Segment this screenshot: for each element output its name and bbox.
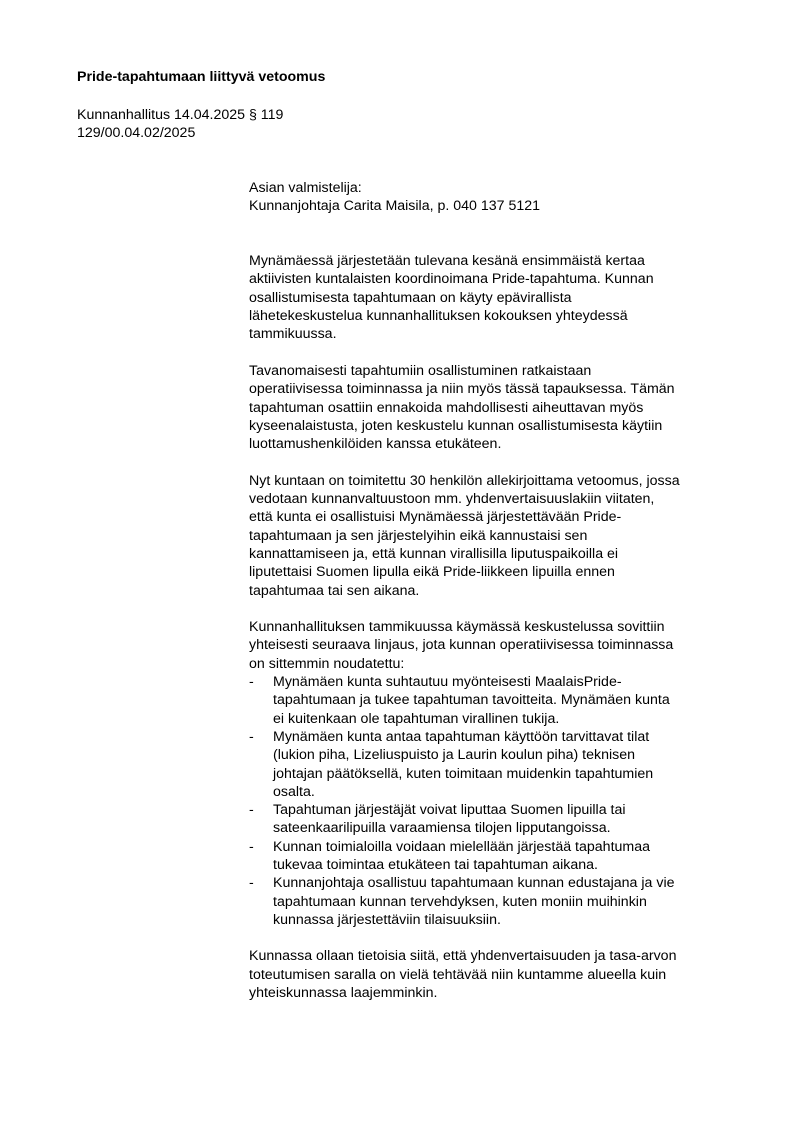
list-item [249,673,741,728]
text-line: operatiivisessa toiminnassa ja niin myös tässä tapauksessa. Tämän [249,381,675,398]
list-dash: - [249,674,254,691]
text-line: johtajan päätöksellä, kuten toimitaan muidenkin tapahtumien [273,765,654,782]
text-line: toteutumisen saralla on vielä tehtävää niin kuntamme alueella kuin [249,966,667,983]
text-line: kyseenalaistusta, joten keskustelu kunnan osallistumisesta käytiin [249,417,663,434]
text-line: Mynämäessä järjestetään tulevana kesänä ensimmäistä kertaa [249,253,645,270]
text-line: liputettaisi Suomen lipulla eikä Pride-liikkeen lipuilla ennen [249,564,615,581]
text-line: Tapahtuman järjestäjät voivat liputtaa Suomen lipuilla tai [273,802,626,819]
text-line: tapahtumaa tai sen aikana. [249,582,420,599]
list-dash: - [249,802,254,819]
text-line: että kunta ei osallistuisi Mynämäessä järjestettävään Pride- [249,509,622,526]
list-dash: - [249,875,254,892]
text-line: lähetekeskustelua kunnanhallituksen kokouksen yhteydessä [249,308,628,325]
preparer-name: Kunnanjohtaja Carita Maisila, p. 040 137 5121 [249,198,541,215]
text-line: osalta. [273,783,315,800]
text-line: tukevaa toimintaa etukäteen tai tapahtuman aikana. [273,856,598,873]
text-line: osallistumisesta tapahtumaan on käyty epävirallista [249,289,572,306]
list-item [249,838,741,875]
policy-list [249,673,741,929]
text-line: vedotaan kunnanvaltuustoon mm. yhdenvertaisuuslakiin viitaten, [249,491,655,508]
list-item-text [273,728,741,801]
paragraph-1 [249,252,741,343]
text-line: sateenkaarilipuilla varaamiensa tilojen lipputangoissa. [273,820,611,837]
list-item-text [273,673,741,728]
list-item-text [273,801,741,838]
meeting-date-line: Kunnanhallitus 14.04.2025 § 119 [77,107,284,123]
text-line: Tavanomaisesti tapahtumiin osallistuminen ratkaistaan [249,362,592,379]
list-item [249,801,741,838]
list-item [249,874,741,929]
meeting-reference [77,106,283,143]
case-number-line: 129/00.04.02/2025 [77,125,196,142]
text-line: (lukion piha, Lizeliuspuisto ja Laurin koulun piha) teknisen [273,747,636,764]
preparer-label: Asian valmistelija: [249,180,362,196]
list-item-text [273,838,741,875]
paragraph-2 [249,362,741,453]
text-line: Kunnanjohtaja osallistuu tapahtumaan kunnan edustajana ja vie [273,875,675,892]
text-line: tammikuussa. [249,326,337,343]
list-dash: - [249,728,254,745]
text-line: luottamushenkilöiden kanssa etukäteen. [249,436,502,453]
text-line: aktiivisten kuntalaisten koordinoimana Pride-tapahtuma. Kunnan [249,271,654,288]
text-line: kannattamiseen ja, että kunnan virallisilla liputuspaikoilla ei [249,545,619,562]
text-line: tapahtuman osattiin ennakoida mahdollisesti aiheuttavan myös [249,399,644,416]
text-line: Kunnassa ollaan tietoisia siitä, että yhdenvertaisuuden ja tasa-arvon [249,948,677,965]
document-title: Pride-tapahtumaan liittyvä vetoomus [77,69,326,85]
text-line: on sittemmin noudatettu: [249,655,405,672]
text-line: tapahtumaan ja sen järjestelyihin eikä kannustaisi sen [249,527,588,544]
paragraph-3 [249,472,741,600]
paragraph-4 [249,618,741,673]
text-line: tapahtumaan kunnan tervehdyksen, kuten moniin muihinkin [273,893,647,910]
text-line: Mynämäen kunta antaa tapahtuman käyttöön tarvittavat tilat [273,728,650,745]
text-line: Kunnanhallituksen tammikuussa käymässä keskustelussa sovittiin [249,619,665,636]
text-line: ei kuitenkaan ole tapahtuman virallinen tukija. [273,710,560,727]
text-line: yhteiskunnassa laajemminkin. [249,985,438,1002]
text-line: tapahtumaan ja tukee tapahtuman tavoitteita. Mynämäen kunta [273,692,670,709]
document-body [249,179,741,1002]
text-line: yhteisesti seuraava linjaus, jota kunnan operatiivisessa toiminnassa [249,637,674,654]
text-line: kunnassa järjestettäviin tilaisuuksiin. [273,911,501,928]
text-line: Nyt kuntaan on toimitettu 30 henkilön allekirjoittama vetoomus, jossa [249,472,680,489]
list-item [249,728,741,801]
paragraph-5 [249,947,741,1002]
list-dash: - [249,838,254,855]
text-line: Kunnan toimialoilla voidaan mielellään järjestää tapahtumaa [273,838,650,855]
list-item-text [273,874,741,929]
text-line: Mynämäen kunta suhtautuu myönteisesti MaalaisPride- [273,674,622,691]
